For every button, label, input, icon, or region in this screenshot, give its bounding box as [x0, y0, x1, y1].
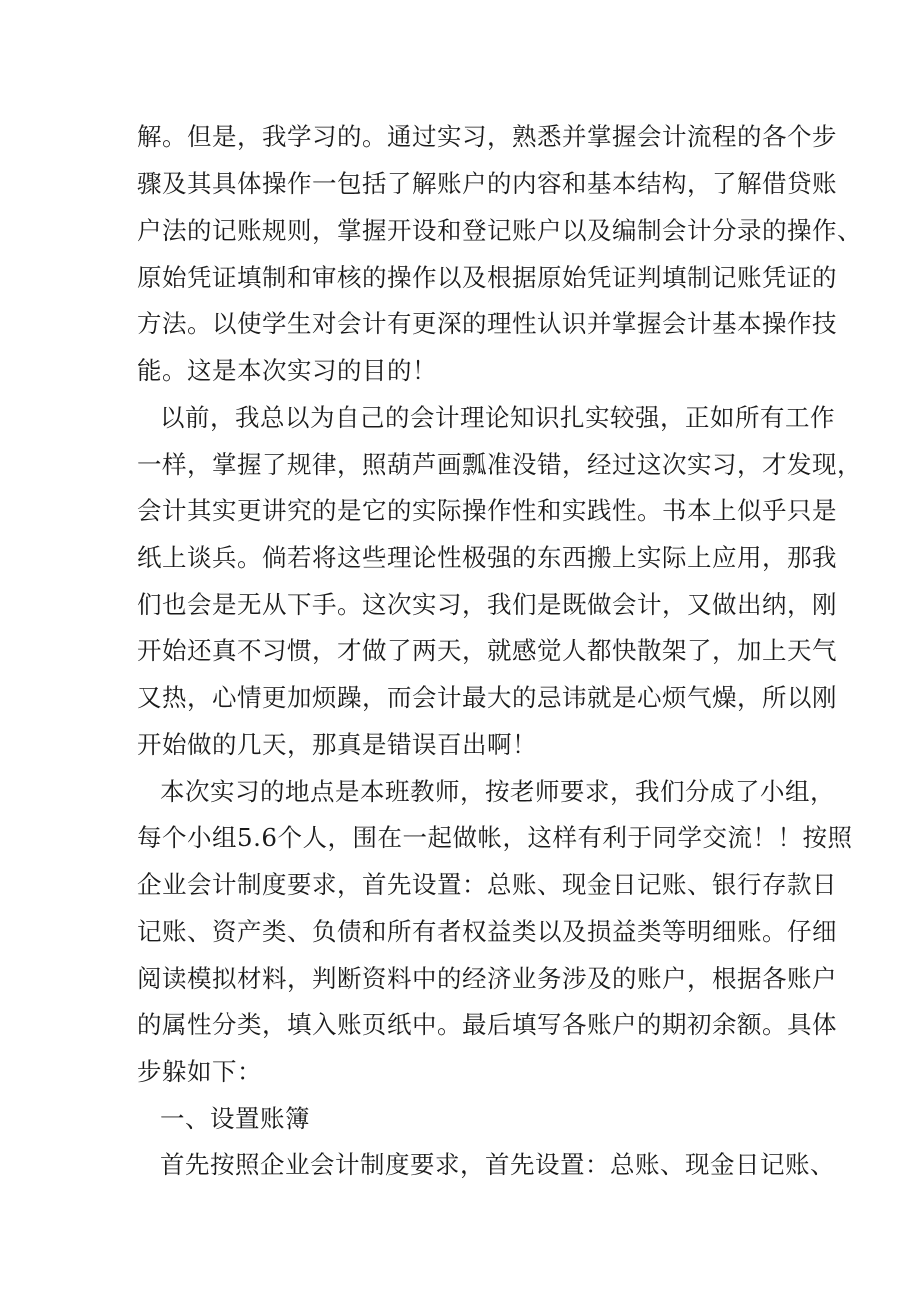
text-line: 首先按照企业会计制度要求，首先设置：总账、现金日记账、 — [160, 1150, 835, 1179]
section-heading: 一、设置账簿 — [160, 1104, 310, 1133]
text-line: 企业会计制度要求，首先设置：总账、现金日记账、银行存款日 — [137, 870, 837, 899]
text-line: 每个小组5.6个人，围在一起做帐，这样有利于同学交流！！按照 — [137, 823, 853, 852]
text-line: 的属性分类，填入账页纸中。最后填写各账户的期初余额。具体 — [137, 1010, 837, 1039]
text-line: 方法。以使学生对会计有更深的理性认识并掌握会计基本操作技 — [137, 309, 837, 338]
text-line: 开始做的几天，那真是错误百出啊！ — [137, 730, 537, 759]
text-line: 们也会是无从下手。这次实习，我们是既做会计，又做出纳，刚 — [137, 590, 837, 619]
text-line: 又热，心情更加烦躁，而会计最大的忌讳就是心烦气燥，所以刚 — [137, 683, 837, 712]
text-line: 户法的记账规则，掌握开设和登记账户以及编制会计分录的操作、 — [137, 216, 862, 245]
text-line: 记账、资产类、负债和所有者权益类以及损益类等明细账。仔细 — [137, 917, 837, 946]
text-line: 会计其实更讲究的是它的实际操作性和实践性。书本上似乎只是 — [137, 496, 837, 525]
text-line: 骤及其具体操作一包括了解账户的内容和基本结构，了解借贷账 — [137, 169, 837, 198]
text-line: 本次实习的地点是本班教师，按老师要求，我们分成了小组， — [160, 777, 835, 806]
text-line: 纸上谈兵。倘若将这些理论性极强的东西搬上实际上应用，那我 — [137, 543, 837, 572]
text-line: 解。但是，我学习的。通过实习，熟悉并掌握会计流程的各个步 — [137, 122, 837, 151]
text-line: 原始凭证填制和审核的操作以及根据原始凭证判填制记账凭证的 — [137, 263, 837, 292]
text-line: 一样，掌握了规律，照葫芦画瓢准没错，经过这次实习，才发现， — [137, 450, 862, 479]
text-line: 能。这是本次实习的目的！ — [137, 356, 437, 385]
text-line: 开始还真不习惯，才做了两天，就感觉人都快散架了，加上天气 — [137, 636, 837, 665]
text-line: 阅读模拟材料，判断资料中的经济业务涉及的账户，根据各账户 — [137, 964, 837, 993]
text-line: 步躲如下： — [137, 1057, 262, 1086]
text-line: 以前，我总以为自己的会计理论知识扎实较强，正如所有工作 — [160, 403, 835, 432]
